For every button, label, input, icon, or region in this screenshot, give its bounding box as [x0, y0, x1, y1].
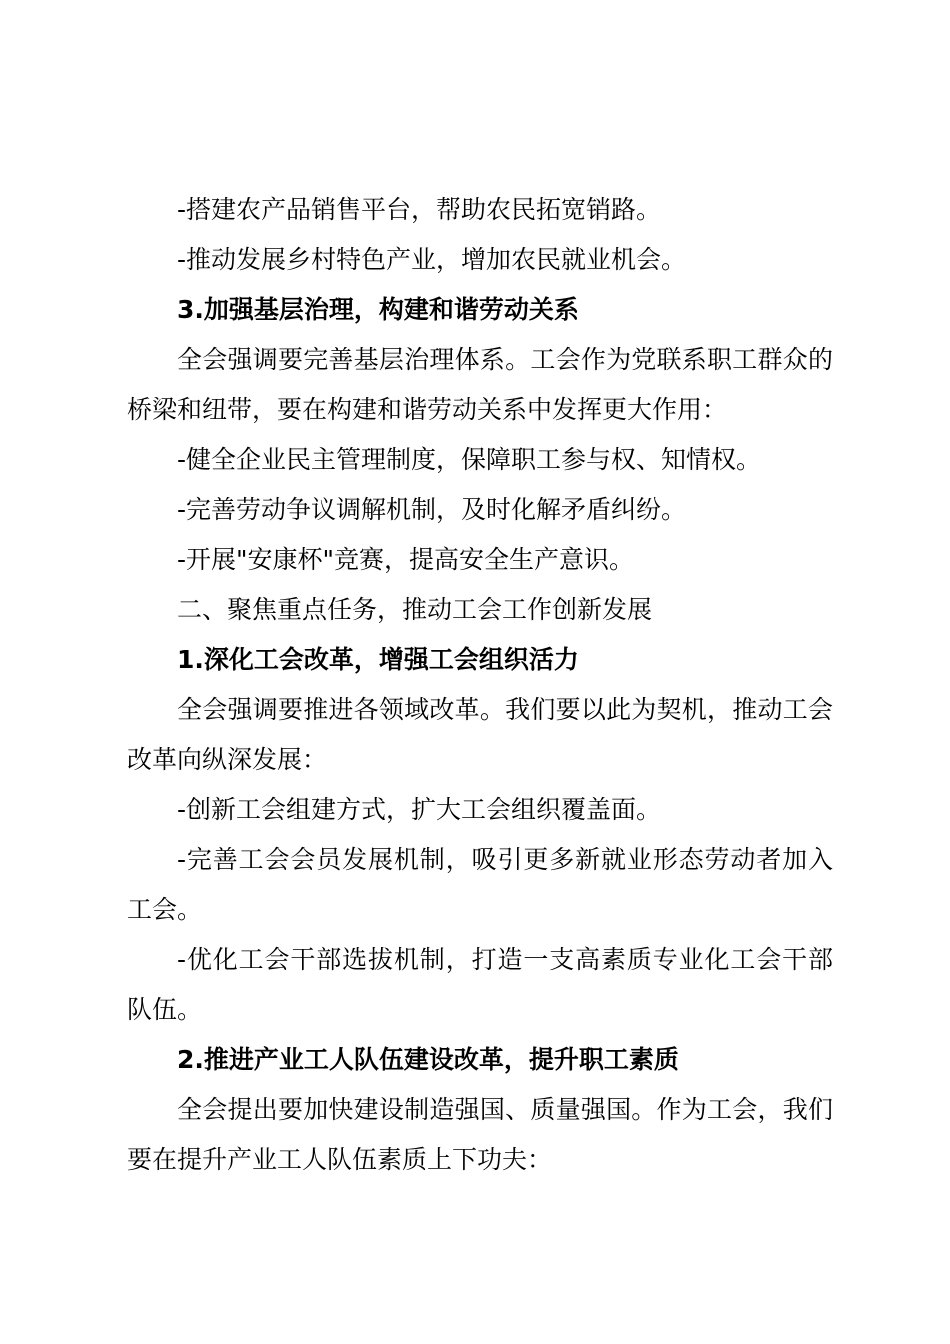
subheading-1: 1.深化工会改革，增强工会组织活力	[177, 645, 579, 674]
paragraph-12: -完善工会会员发展机制，吸引更多新就业形态劳动者加入工会。	[127, 845, 833, 924]
subheading-2: 2.推进产业工人队伍建设改革，提升职工素质	[177, 1045, 679, 1074]
paragraph-1: -搭建农产品销售平台，帮助农民拓宽销路。	[177, 195, 662, 224]
paragraph-11: -创新工会组建方式，扩大工会组织覆盖面。	[177, 795, 662, 824]
paragraph-13: -优化工会干部选拔机制，打造一支高素质专业化工会干部队伍。	[127, 945, 833, 1024]
paragraph-7: -开展"安康杯"竞赛，提高安全生产意识。	[177, 545, 635, 574]
subheading-3: 3.加强基层治理，构建和谐劳动关系	[177, 295, 579, 324]
paragraph-10: 全会强调要推进各领域改革。我们要以此为契机，推动工会改革向纵深发展：	[127, 695, 833, 774]
section-heading-2: 二、聚焦重点任务，推动工会工作创新发展	[177, 595, 653, 624]
document-body	[127, 185, 833, 1185]
paragraph-4: 全会强调要完善基层治理体系。工会作为党联系职工群众的桥梁和纽带，要在构建和谐劳动关系中发挥更大作用：	[127, 345, 833, 424]
paragraph-2: -推动发展乡村特色产业，增加农民就业机会。	[177, 245, 687, 274]
paragraph-15: 全会提出要加快建设制造强国、质量强国。作为工会，我们要在提升产业工人队伍素质上下功夫：	[127, 1095, 833, 1174]
paragraph-5: -健全企业民主管理制度，保障职工参与权、知情权。	[177, 445, 762, 474]
paragraph-6: -完善劳动争议调解机制，及时化解矛盾纠纷。	[177, 495, 687, 524]
